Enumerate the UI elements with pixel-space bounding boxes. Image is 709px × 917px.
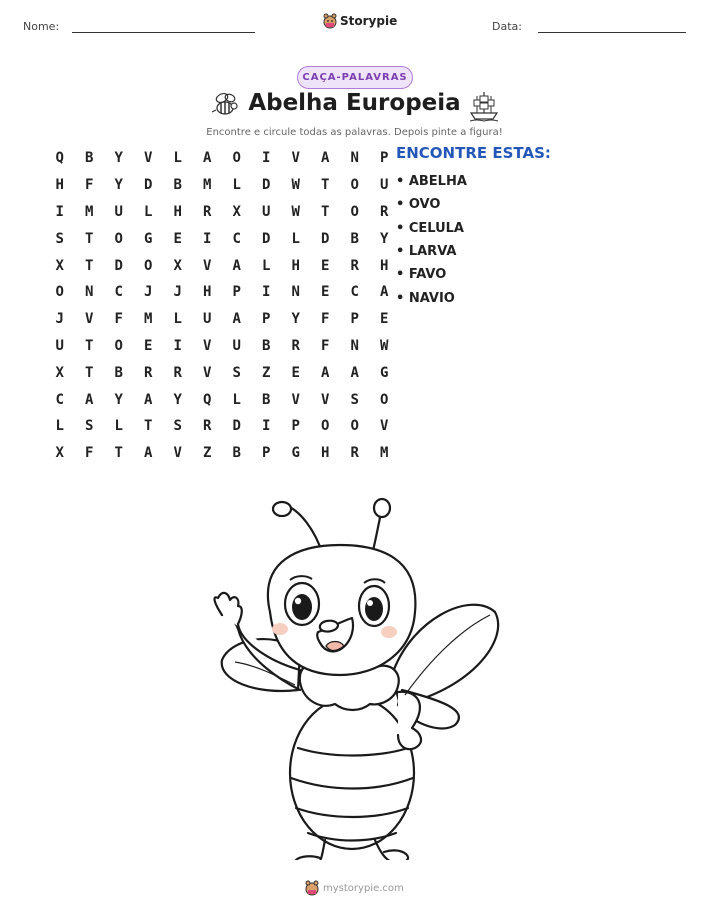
grid-letter[interactable]: V [203,364,212,381]
grid-letter[interactable]: D [262,177,271,194]
grid-letter[interactable]: L [173,311,182,328]
grid-letter[interactable]: R [144,364,153,381]
grid-letter[interactable]: L [173,150,182,167]
grid-letter[interactable]: C [114,284,123,301]
grid-letter[interactable]: Y [114,391,123,408]
grid-letter[interactable]: V [173,445,182,462]
grid-letter[interactable]: I [55,203,64,220]
grid-letter[interactable]: P [350,311,359,328]
word-list-item: • LARVA [396,244,457,260]
grid-letter[interactable]: N [350,337,359,354]
grid-letter[interactable]: S [232,364,241,381]
grid-letter[interactable]: P [291,418,300,435]
grid-letter[interactable]: Z [262,364,271,381]
date-line [538,32,686,33]
grid-letter[interactable]: I [262,418,271,435]
grid-row [45,252,399,279]
name-line [72,32,255,33]
grid-letter[interactable]: I [262,284,271,301]
grid-row [45,172,399,199]
grid-letter[interactable]: B [262,391,271,408]
brand-logo [323,13,397,29]
grid-letter[interactable]: T [321,177,330,194]
grid-letter[interactable]: Q [55,150,64,167]
grid-row [45,413,399,440]
grid-letter[interactable]: U [203,311,212,328]
page-title: Abelha Europeia [248,90,461,116]
grid-letter[interactable]: H [291,257,300,274]
brand-name: Storypie [340,14,398,28]
grid-letter[interactable]: F [85,445,94,462]
grid-letter[interactable]: M [85,203,94,220]
grid-letter[interactable]: T [144,418,153,435]
grid-letter[interactable]: E [144,337,153,354]
grid-letter[interactable]: V [291,391,300,408]
grid-letter[interactable]: O [232,150,241,167]
grid-letter[interactable]: Y [380,230,389,247]
word-list-item: • ABELHA [396,174,467,190]
grid-letter[interactable]: R [350,445,359,462]
grid-letter[interactable]: U [55,337,64,354]
grid-letter[interactable]: Z [203,445,212,462]
grid-letter[interactable]: X [55,257,64,274]
grid-letter[interactable]: E [321,284,330,301]
grid-letter[interactable]: R [291,337,300,354]
grid-letter[interactable]: D [232,418,241,435]
word-list-item: • NAVIO [396,290,455,306]
storypie-mascot-icon [323,13,337,29]
grid-letter[interactable]: S [85,418,94,435]
grid-letter[interactable]: Y [291,311,300,328]
grid-letter[interactable]: P [232,284,241,301]
grid-letter[interactable]: S [55,230,64,247]
grid-letter[interactable]: D [321,230,330,247]
grid-letter[interactable]: A [321,364,330,381]
grid-letter[interactable]: T [85,364,94,381]
grid-letter[interactable]: R [203,203,212,220]
grid-letter[interactable]: F [321,311,330,328]
grid-letter[interactable]: H [321,445,330,462]
grid-letter[interactable]: Y [173,391,182,408]
grid-letter[interactable]: O [350,418,359,435]
grid-letter[interactable]: V [321,391,330,408]
grid-letter[interactable]: G [380,364,389,381]
grid-letter[interactable]: T [114,445,123,462]
word-list [396,170,467,310]
grid-letter[interactable]: J [144,284,153,301]
grid-letter[interactable]: M [380,445,389,462]
grid-letter[interactable]: I [203,230,212,247]
bee-coloring-illustration [200,490,510,860]
grid-letter[interactable]: V [203,257,212,274]
grid-letter[interactable]: X [232,203,241,220]
grid-row [45,440,399,467]
grid-letter[interactable]: O [321,418,330,435]
date-label: Data: [492,20,522,33]
word-list-item: • OVO [396,197,441,213]
grid-letter[interactable]: M [144,311,153,328]
grid-letter[interactable]: S [350,391,359,408]
grid-letter[interactable]: R [380,203,389,220]
grid-letter[interactable]: I [173,337,182,354]
grid-letter[interactable]: T [321,203,330,220]
grid-letter[interactable]: M [203,177,212,194]
grid-letter[interactable]: A [232,257,241,274]
word-list-item: • FAVO [396,267,447,283]
grid-row [45,306,399,333]
grid-letter[interactable]: F [321,337,330,354]
grid-letter[interactable]: T [85,337,94,354]
grid-row [45,225,399,252]
grid-letter[interactable]: L [55,418,64,435]
grid-letter[interactable]: D [114,257,123,274]
grid-letter[interactable]: C [55,391,64,408]
grid-letter[interactable]: E [173,230,182,247]
ship-icon [468,90,500,122]
grid-letter[interactable]: T [85,230,94,247]
grid-letter[interactable]: N [350,150,359,167]
grid-letter[interactable]: O [144,257,153,274]
grid-letter[interactable]: U [262,203,271,220]
grid-row [45,145,399,172]
grid-letter[interactable]: A [85,391,94,408]
grid-row [45,386,399,413]
grid-letter[interactable]: P [262,445,271,462]
grid-letter[interactable]: J [173,284,182,301]
grid-letter[interactable]: T [85,257,94,274]
grid-letter[interactable]: B [350,230,359,247]
grid-letter[interactable]: B [262,337,271,354]
word-search-grid[interactable] [45,145,399,467]
grid-letter[interactable]: P [380,150,389,167]
grid-letter[interactable]: X [55,445,64,462]
grid-letter[interactable]: H [55,177,64,194]
grid-letter[interactable]: A [144,445,153,462]
grid-letter[interactable]: C [232,230,241,247]
grid-letter[interactable]: L [232,391,241,408]
grid-letter[interactable]: F [114,311,123,328]
grid-letter[interactable]: H [380,257,389,274]
grid-letter[interactable]: X [55,364,64,381]
grid-letter[interactable]: O [380,391,389,408]
grid-letter[interactable]: Y [114,150,123,167]
grid-letter[interactable]: Q [203,391,212,408]
grid-letter[interactable]: A [203,150,212,167]
grid-letter[interactable]: G [291,445,300,462]
word-list-item: • CELULA [396,220,464,236]
grid-letter[interactable]: O [350,203,359,220]
grid-letter[interactable]: R [203,418,212,435]
grid-letter[interactable]: B [232,445,241,462]
grid-letter[interactable]: E [291,364,300,381]
grid-letter[interactable]: H [173,203,182,220]
grid-row [45,359,399,386]
instructions: Encontre e circule todas as palavras. Depois pinte a figura! [206,127,503,138]
name-label: Nome: [23,20,60,33]
grid-letter[interactable]: I [262,150,271,167]
grid-letter[interactable]: R [173,364,182,381]
word-list-title: ENCONTRE ESTAS: [396,144,551,162]
grid-letter[interactable]: L [144,203,153,220]
grid-letter[interactable]: E [380,311,389,328]
grid-letter[interactable]: F [85,177,94,194]
grid-letter[interactable]: B [114,364,123,381]
grid-letter[interactable]: S [173,418,182,435]
grid-letter[interactable]: W [291,177,300,194]
grid-letter[interactable]: V [144,150,153,167]
grid-letter[interactable]: U [114,203,123,220]
grid-letter[interactable]: N [85,284,94,301]
grid-letter[interactable]: J [55,311,64,328]
grid-row [45,333,399,360]
grid-letter[interactable]: O [55,284,64,301]
grid-letter[interactable]: N [291,284,300,301]
grid-letter[interactable]: L [291,230,300,247]
grid-letter[interactable]: V [380,418,389,435]
grid-letter[interactable]: V [203,337,212,354]
grid-letter[interactable]: G [144,230,153,247]
grid-letter[interactable]: O [114,230,123,247]
grid-letter[interactable]: W [291,203,300,220]
storypie-mascot-icon [305,880,319,896]
grid-letter[interactable]: L [232,177,241,194]
grid-letter[interactable]: Y [114,177,123,194]
grid-letter[interactable]: R [350,257,359,274]
grid-letter[interactable]: A [144,391,153,408]
grid-letter[interactable]: B [173,177,182,194]
footer-url[interactable]: mystorypie.com [323,882,404,894]
grid-letter[interactable]: V [291,150,300,167]
grid-row [45,279,399,306]
grid-letter[interactable]: L [262,257,271,274]
grid-row [45,199,399,226]
grid-letter[interactable]: W [380,337,389,354]
grid-letter[interactable]: P [262,311,271,328]
grid-letter[interactable]: D [262,230,271,247]
grid-letter[interactable]: O [350,177,359,194]
footer [305,880,404,896]
grid-letter[interactable]: U [380,177,389,194]
grid-letter[interactable]: V [85,311,94,328]
grid-letter[interactable]: D [144,177,153,194]
grid-letter[interactable]: X [173,257,182,274]
grid-letter[interactable]: O [114,337,123,354]
category-badge: CAÇA-PALAVRAS [297,66,413,89]
grid-letter[interactable]: C [350,284,359,301]
grid-letter[interactable]: E [321,257,330,274]
grid-letter[interactable]: B [85,150,94,167]
grid-letter[interactable]: A [232,311,241,328]
grid-letter[interactable]: A [380,284,389,301]
grid-letter[interactable]: A [350,364,359,381]
grid-letter[interactable]: H [203,284,212,301]
grid-letter[interactable]: A [321,150,330,167]
grid-letter[interactable]: U [232,337,241,354]
grid-letter[interactable]: L [114,418,123,435]
